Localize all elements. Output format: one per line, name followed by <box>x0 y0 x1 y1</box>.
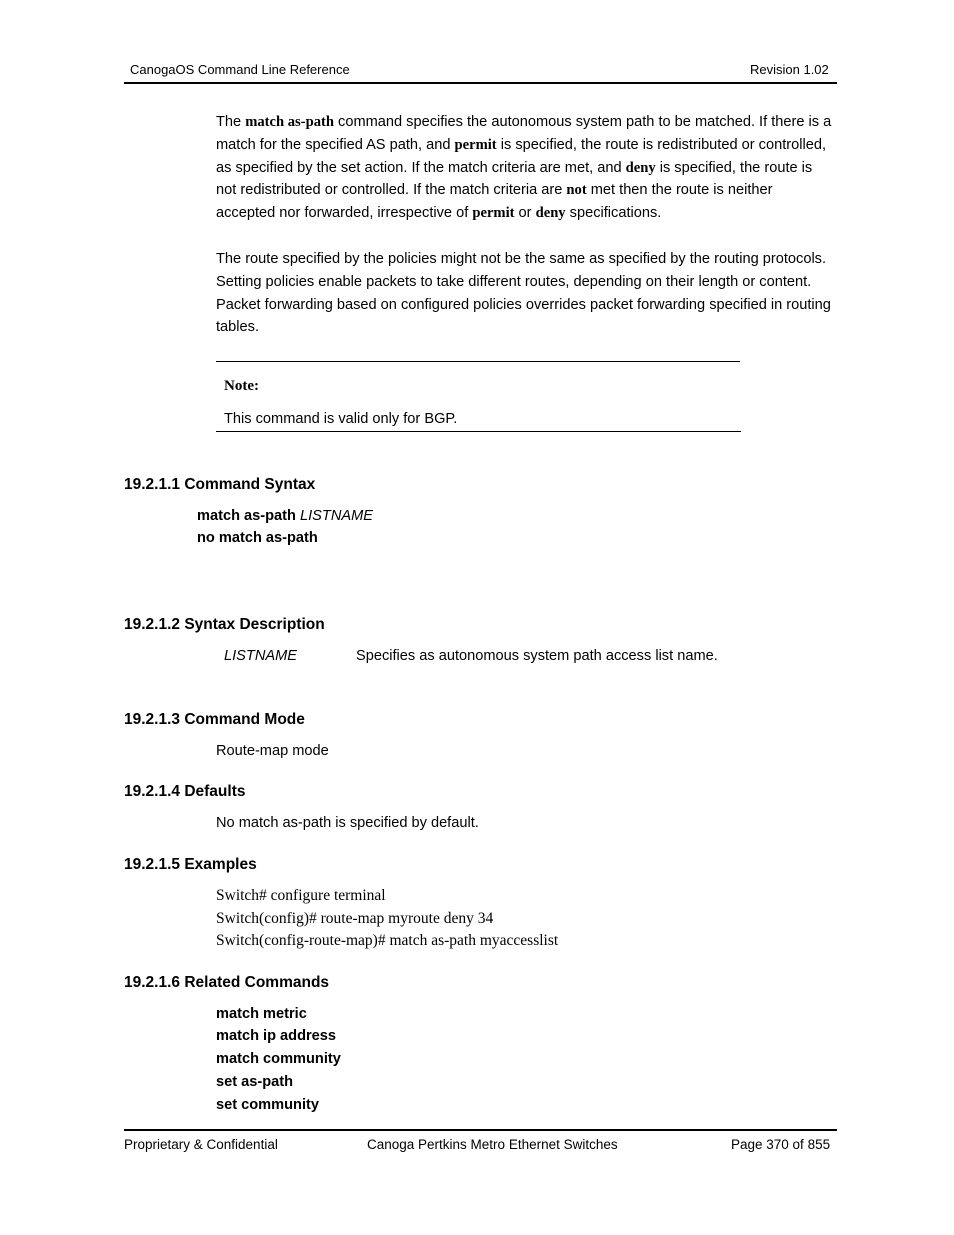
note-text: This command is valid only for BGP. <box>224 411 458 427</box>
keyword-term: deny <box>535 205 566 222</box>
intro-paragraph-2: The route specified by the policies might not be the same as specified by the routing protocols. Setting policies enable packets to take different routes, depending on their length or content. Packet forwarding based on configured policies overrides packet forwarding specified in routing tables. <box>216 251 831 336</box>
text-run: met then the route is neither accepted nor forwarded, irrespective of <box>216 182 773 222</box>
note-title: Note: <box>224 378 259 394</box>
syntax-line-1 <box>197 507 373 525</box>
header-revision: Revision 1.02 <box>750 62 829 77</box>
header-title: CanogaOS Command Line Reference <box>130 62 350 77</box>
param-description: Specifies as autonomous system path access list name. <box>356 648 718 664</box>
text-run: The <box>216 114 246 130</box>
section-heading-command-mode: 19.2.1.3 Command Mode <box>124 711 305 728</box>
section-heading-examples: 19.2.1.5 Examples <box>124 856 257 873</box>
example-line: Switch(config)# route-map myroute deny 34 <box>216 910 494 927</box>
keyword-term: permit <box>472 205 515 222</box>
related-command: match metric <box>216 1006 307 1022</box>
related-command: set community <box>216 1097 319 1113</box>
text-run: is specified, the route is not redistributed or controlled. If the match criteria are <box>216 159 813 199</box>
keyword-term: not <box>566 182 587 199</box>
note-top-rule <box>216 361 740 362</box>
syntax-command: match as-path <box>197 508 300 524</box>
text-run: command specifies the autonomous system path to be matched. If there is a match for the specified AS path, and <box>216 114 832 153</box>
intro-paragraph-1 <box>216 111 834 225</box>
syntax-line-2: no match as-path <box>197 530 318 546</box>
note-bottom-rule <box>216 431 741 432</box>
keyword-term: permit <box>454 136 497 153</box>
syntax-argument: LISTNAME <box>300 508 373 524</box>
footer-page-number: Page 370 of 855 <box>731 1137 831 1152</box>
related-command: set as-path <box>216 1074 294 1090</box>
section-heading-related-commands: 19.2.1.6 Related Commands <box>124 974 330 991</box>
defaults-text: No match as-path is specified by default. <box>216 815 479 831</box>
section-heading-defaults: 19.2.1.4 Defaults <box>124 783 246 800</box>
related-command: match ip address <box>216 1028 337 1044</box>
footer-rule <box>124 1129 837 1131</box>
text-run: is specified, the route is redistributed or controlled, as specified by the set action. If the match criteria are met, and <box>216 136 827 176</box>
text-run: specifications. <box>565 205 662 222</box>
footer-confidential: Proprietary & Confidential <box>124 1137 278 1152</box>
command-term: match as-path <box>245 114 334 130</box>
related-command: match community <box>216 1051 341 1067</box>
keyword-term: deny <box>625 159 656 176</box>
command-mode-text: Route-map mode <box>216 743 329 759</box>
section-heading-command-syntax: 19.2.1.1 Command Syntax <box>124 476 316 493</box>
header-rule <box>124 82 837 84</box>
param-name: LISTNAME <box>224 648 297 664</box>
text-run: or <box>514 205 536 222</box>
example-line: Switch(config-route-map)# match as-path myaccesslist <box>216 932 559 949</box>
section-heading-syntax-description: 19.2.1.2 Syntax Description <box>124 616 325 633</box>
footer-product: Canoga Pertkins Metro Ethernet Switches <box>367 1137 618 1152</box>
example-line: Switch# configure terminal <box>216 887 386 904</box>
